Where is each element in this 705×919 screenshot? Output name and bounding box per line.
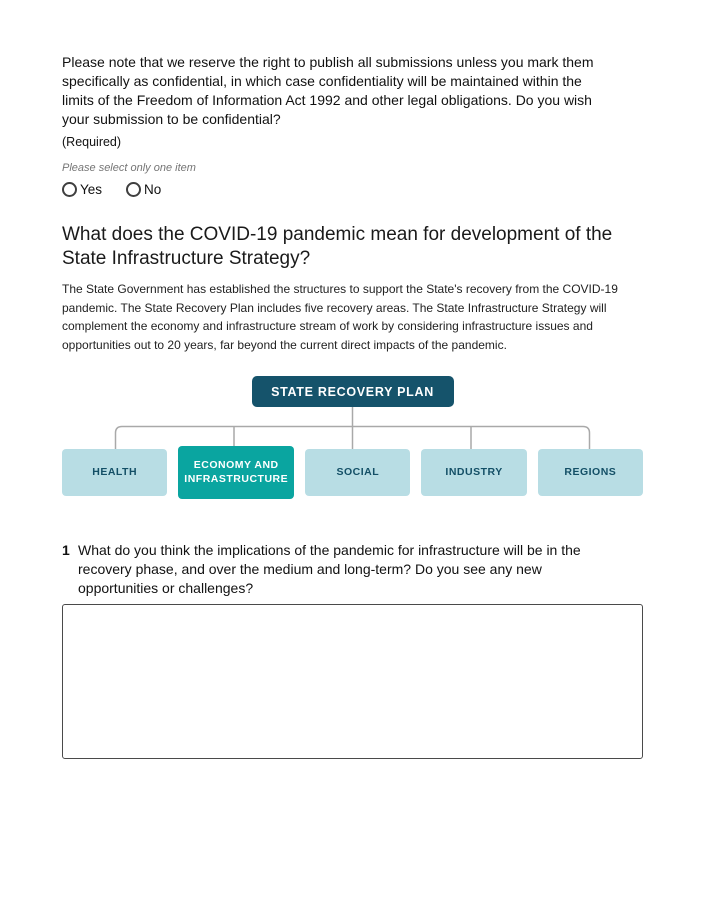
- diagram-box-social: SOCIAL: [305, 449, 410, 496]
- diagram-box-regions: REGIONS: [538, 449, 643, 496]
- radio-button-icon[interactable]: [62, 182, 77, 197]
- question-1: [62, 541, 643, 598]
- confidentiality-statement: Please note that we reserve the right to publish all submissions unless you mark them specifically as confidential, in which case confidentiality will be maintained within the limits of the Freedom of Information Act 1992 and other legal obligations. Do you wish your submission to be confidential?: [62, 54, 594, 127]
- question-1-answer-textarea[interactable]: [62, 604, 643, 759]
- diagram-root-box: STATE RECOVERY PLAN: [252, 376, 454, 407]
- confidentiality-section: [62, 53, 643, 197]
- diagram-box-health: HEALTH: [62, 449, 167, 496]
- section-heading: What does the COVID-19 pandemic mean for development of the State Infrastructure Strategy?: [62, 224, 613, 269]
- question-1-section: [62, 541, 643, 759]
- diagram-box-industry: INDUSTRY: [421, 449, 526, 496]
- question-text: What do you think the implications of the pandemic for infrastructure will be in the recovery phase, and over the medium and long-term? Do you see any new opportunities or challenges?: [78, 542, 581, 597]
- question-number: 1: [62, 542, 70, 559]
- diagram-children-row: [62, 446, 643, 499]
- radio-label-no: No: [144, 182, 162, 197]
- select-one-hint: Please select only one item: [62, 162, 196, 174]
- required-label: (Required): [62, 135, 122, 149]
- covid-section: [62, 223, 643, 354]
- radio-option-yes[interactable]: [62, 182, 102, 197]
- radio-option-no[interactable]: [126, 182, 161, 197]
- section-body-text: The State Government has established the structures to support the State's recovery from the COVID-19 pandemic. The State Recovery Plan includes five recovery areas. The State Infrastructure Strategy will complement the economy and infrastructure stream of work by considering infrastructure issues and opportunities out to 20 years, far beyond the current direct impacts of the pandemic.: [62, 282, 618, 352]
- connector-lines: [62, 407, 643, 449]
- radio-button-icon[interactable]: [126, 182, 141, 197]
- confidential-radio-group: [62, 182, 643, 197]
- state-recovery-plan-diagram: [62, 376, 643, 499]
- radio-label-yes: Yes: [80, 182, 103, 197]
- diagram-box-economy-and-infrastructure: ECONOMY AND INFRASTRUCTURE: [178, 446, 294, 499]
